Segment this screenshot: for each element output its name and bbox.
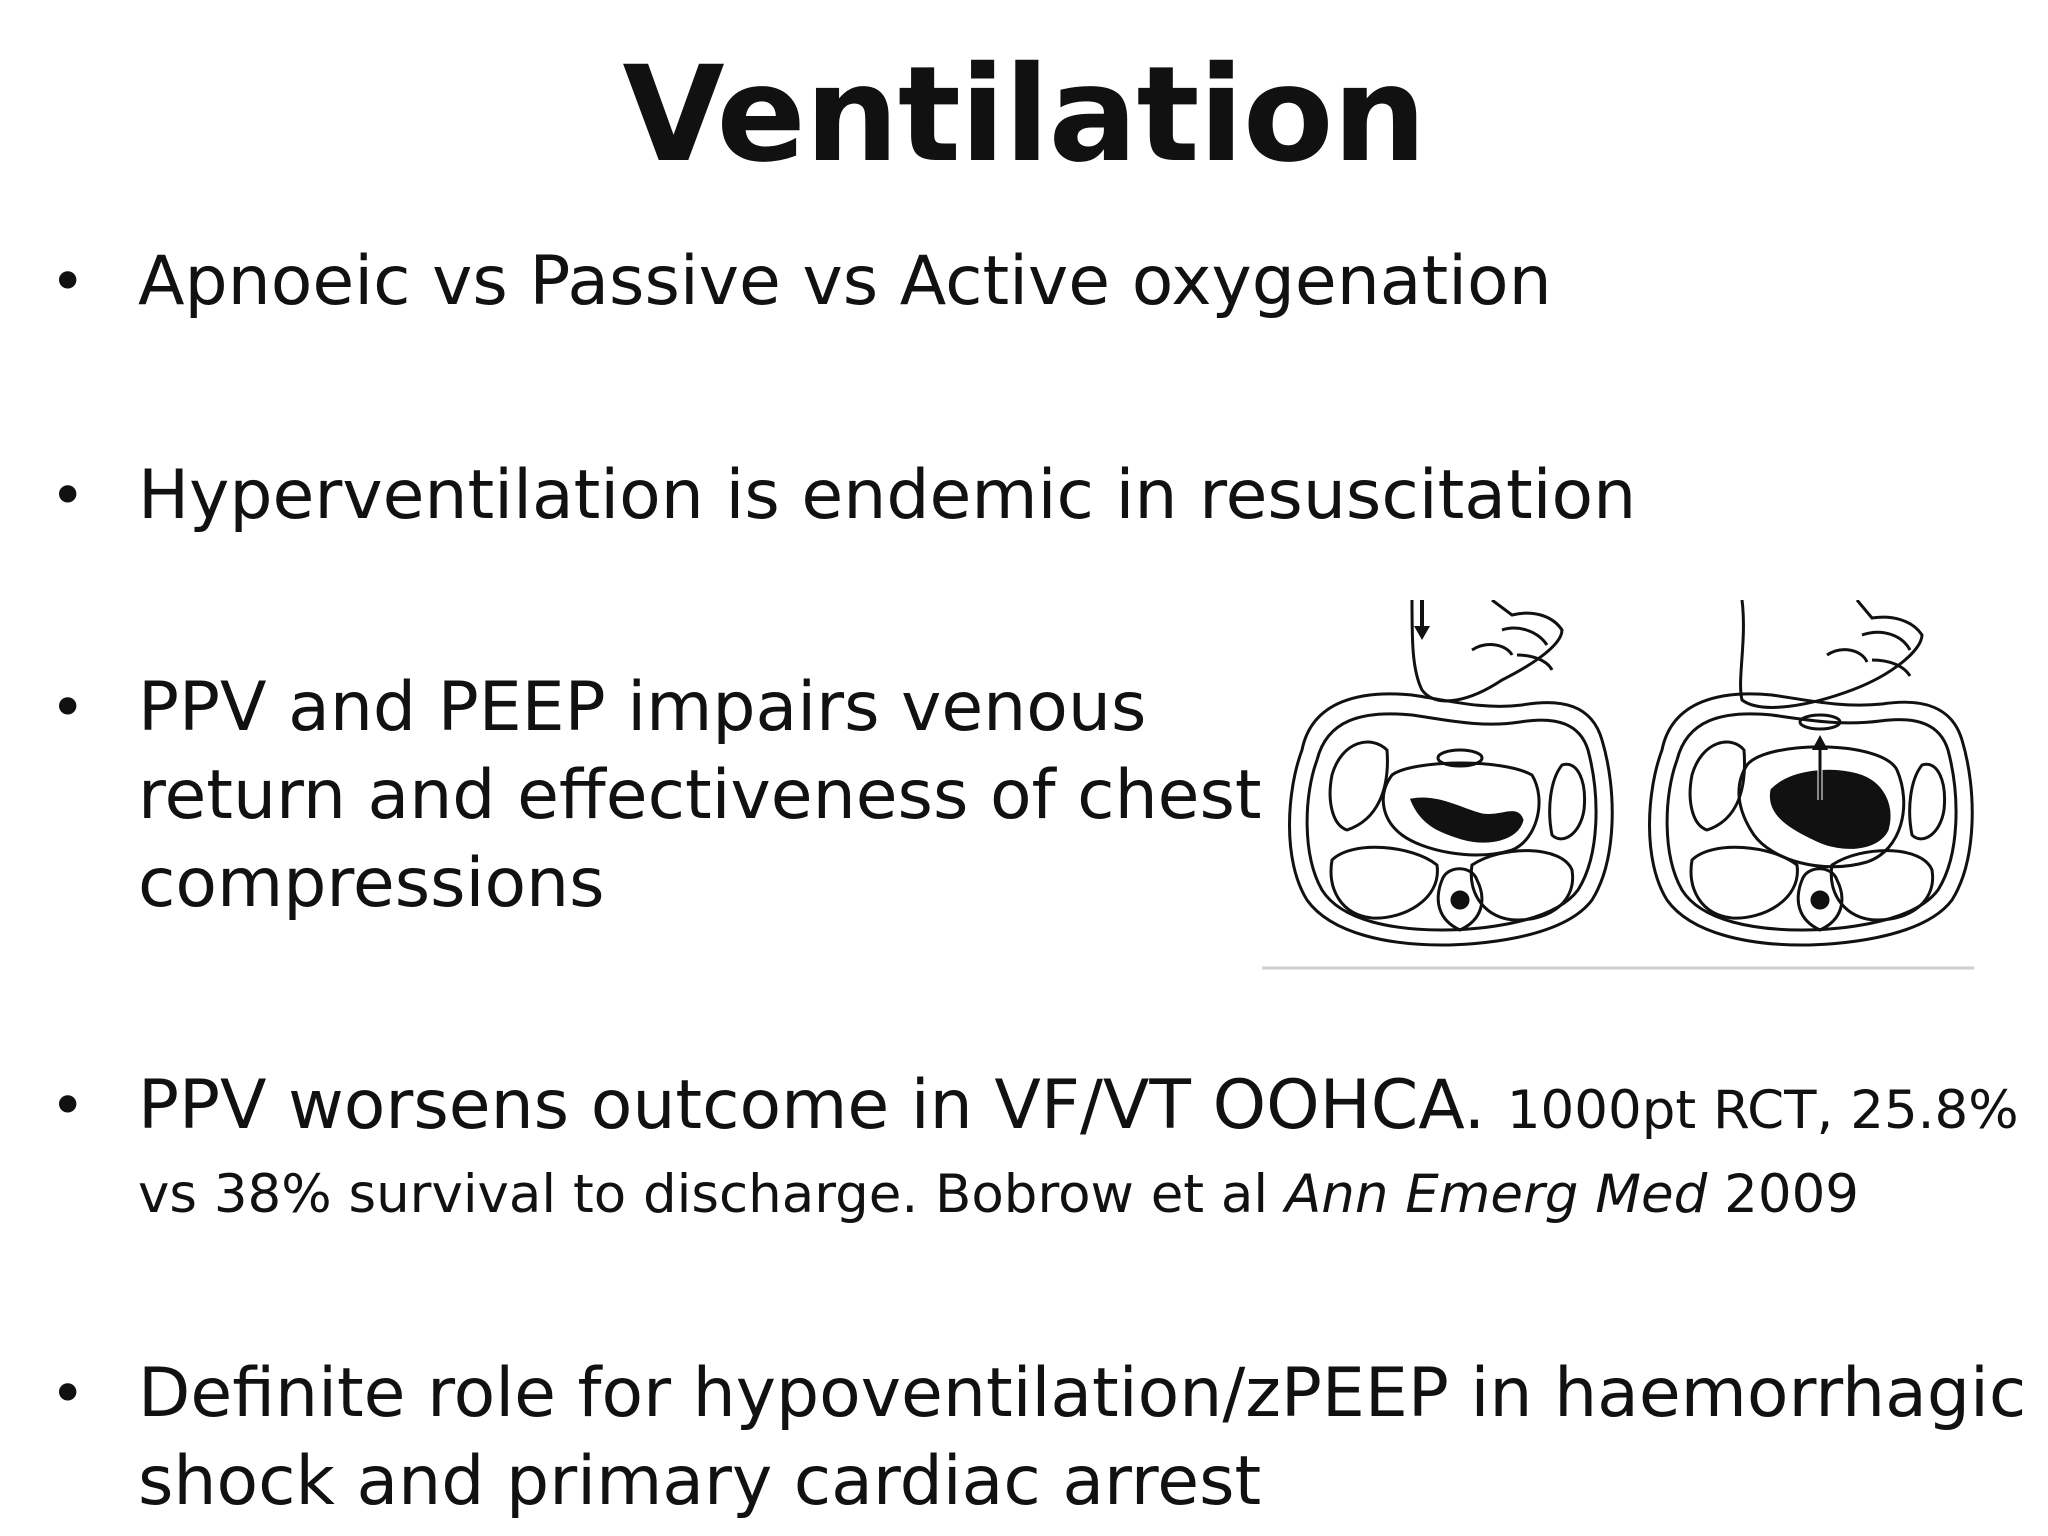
decompression-cross-section bbox=[1650, 600, 1973, 945]
bullet-citation-line bbox=[138, 1155, 2019, 1235]
citation-text: vs 38% survival to discharge. Bobrow et al bbox=[138, 1164, 1285, 1225]
bullet-dot: • bbox=[50, 461, 86, 531]
bullet-main-text: PPV worsens outcome in VF/VT OOHCA. bbox=[138, 1066, 1486, 1145]
bullet-text bbox=[138, 1062, 2019, 1235]
chest-compression-illustration bbox=[1262, 600, 1974, 972]
bullet-dot: • bbox=[50, 1071, 86, 1141]
bullet-dot: • bbox=[50, 1359, 86, 1429]
citation-journal: Ann Emerg Med bbox=[1284, 1164, 1708, 1225]
compression-cross-section bbox=[1290, 600, 1613, 945]
citation-year: 2009 bbox=[1724, 1164, 1860, 1225]
bullet-line: shock and primary cardiac arrest bbox=[138, 1442, 1262, 1521]
bullet-text bbox=[138, 664, 1262, 928]
slide-title: Ventilation bbox=[622, 38, 1426, 192]
bullet-dot: • bbox=[50, 247, 86, 317]
bullet-line: return and effectiveness of chest bbox=[138, 756, 1262, 835]
bullet-line: Definite role for hypoventilation/zPEEP in haemorrhagic bbox=[138, 1354, 2027, 1433]
bullet-detail-text: 1000pt RCT, 25.8% bbox=[1506, 1080, 2019, 1141]
bullet-text bbox=[138, 1350, 2026, 1526]
bullet-line: PPV and PEEP impairs venous bbox=[138, 668, 1147, 747]
bullet-dot: • bbox=[50, 673, 86, 743]
bullet-text: Apnoeic vs Passive vs Active oxygenation bbox=[138, 242, 1552, 321]
bullet-line bbox=[138, 1062, 2019, 1155]
bullet-text: Hyperventilation is endemic in resuscitation bbox=[138, 456, 1637, 535]
bullet-line: compressions bbox=[138, 844, 605, 923]
